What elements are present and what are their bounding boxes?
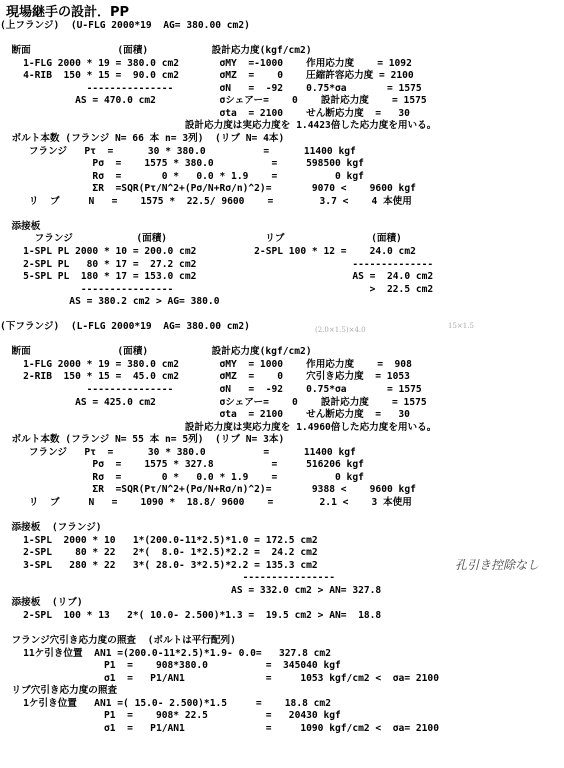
calc-line: フランジ穴引き応力度の照査 (ボルトは平行配列) xyxy=(0,635,236,646)
calc-line: Rσ = 0 * 0.0 * 1.9 = 0 kgf xyxy=(0,471,364,483)
calc-line: 添接板 xyxy=(0,220,41,232)
calc-line: 設計応力度は実応力度を 1.4423倍した応力度を用いる。 xyxy=(0,120,437,132)
calc-line: ボルト本数 (フランジ N= 55 本 n= 5列) (リブ N= 3本) xyxy=(0,434,285,446)
calc-line: 1-SPL PL 2000 * 10 = 200.0 cm2 2-SPL 100 * 12 = 24.0 cm2 xyxy=(0,245,416,257)
calc-line: --------------- σN = -92 0.75*σa = 1575 xyxy=(0,82,422,94)
calc-line: 断面 (面積) 設計応力度(kgf/cm2) xyxy=(0,45,312,57)
calc-line: AS = 470.0 cm2 σシェアー= 0 設計応力度 = 1575 xyxy=(0,95,427,107)
faint-pencil-mark: (2.0×1.5)×4.0 xyxy=(315,326,366,334)
calc-line: ΣR =SQR(Pτ/N^2+(Pσ/N+Rσ/n)^2)= 9388 < 9600 kgf xyxy=(0,484,416,496)
calc-line: Pσ = 1575 * 380.0 = 598500 kgf xyxy=(0,158,364,170)
calc-line: 11ケ引き位置 AN1 =(200.0-11*2.5)*1.9- 0.0= 327.8 cm2 xyxy=(0,647,331,659)
calc-line: 2-SPL 100 * 13 2*( 10.0- 2.500)*1.3 = 19.5 cm2 > AN= 18.8 xyxy=(0,609,382,621)
calc-line: σta = 2100 せん断応力度 = 30 xyxy=(0,409,410,421)
calc-line: 添接板 (リブ) xyxy=(0,597,83,609)
calc-line: フランジ Pτ = 30 * 380.0 = 11400 kgf xyxy=(0,446,356,458)
calc-line: 5-SPL PL 180 * 17 = 153.0 cm2 AS = 24.0 cm2 xyxy=(0,271,434,282)
calc-line: ボルト本数 (フランジ N= 66 本 n= 3列) (リブ N= 4本) xyxy=(0,132,285,144)
calc-line: 2-SPL PL 80 * 17 = 27.2 cm2 -------------- xyxy=(0,258,434,270)
calc-line: 3-SPL 280 * 22 3*( 28.0- 3*2.5)*2.2 = 135.3 cm2 xyxy=(0,559,318,571)
calc-line: σta = 2100 せん断応力度 = 30 xyxy=(0,107,410,119)
calc-line: 4-RIB 150 * 15 = 90.0 cm2 σMZ = 0 圧縮許容応力度 = 2100 xyxy=(0,70,414,82)
calc-line: リ ブ N = 1090 * 18.8/ 9600 = 2.1 < 3 本使用 xyxy=(0,496,412,508)
calc-line: σ1 = P1/AN1 = 1053 kgf/cm2 < σa= 2100 xyxy=(0,672,439,684)
calc-line: AS = 425.0 cm2 σシェアー= 0 設計応力度 = 1575 xyxy=(0,396,427,408)
calc-line: 1-SPL 2000 * 10 1*(200.0-11*2.5)*1.0 = 172.5 cm2 xyxy=(0,534,318,546)
calc-line: (下フランジ) (L-FLG 2000*19 AG= 380.00 cm2) xyxy=(0,321,250,333)
calc-line: ---------------- xyxy=(0,572,336,584)
calc-line: ΣR =SQR(Pτ/N^2+(Pσ/N+Rσ/n)^2)= 9070 < 9600 kgf xyxy=(0,183,416,195)
calc-line: フランジ Pτ = 30 * 380.0 = 11400 kgf xyxy=(0,145,356,157)
calc-line: Pσ = 1575 * 327.8 = 516206 kgf xyxy=(0,459,364,471)
calc-line: 1-FLG 2000 * 19 = 380.0 cm2 σMY =-1000 作用応力度 = 1092 xyxy=(0,57,412,69)
calc-line: P1 = 908*380.0 = 345040 kgf xyxy=(0,660,341,672)
calc-line: リブ穴引き応力度の照査 xyxy=(0,685,118,697)
calc-line: 2-SPL 80 * 22 2*( 8.0- 1*2.5)*2.2 = 24.2 cm2 xyxy=(0,547,318,559)
calc-line: 添接板 (フランジ) xyxy=(0,522,102,533)
calc-line: AS = 332.0 cm2 > AN= 327.8 xyxy=(0,584,382,596)
calc-line: --------------- σN = -92 0.75*σa = 1575 xyxy=(0,384,422,395)
calc-line: AS = 380.2 cm2 > AG= 380.0 xyxy=(0,296,220,308)
calc-line: 1-FLG 2000 * 19 = 380.0 cm2 σMY = 1000 作用応力度 = 908 xyxy=(0,358,412,370)
calc-line: フランジ (面積) リブ (面積) xyxy=(0,233,402,245)
calc-line: ---------------- > 22.5 cm2 xyxy=(0,283,434,295)
calc-line: σ1 = P1/AN1 = 1090 kgf/cm2 < σa= 2100 xyxy=(0,722,439,734)
document-title: 現場継手の設計．PP xyxy=(6,5,130,20)
calc-line: 1ケ引き位置 AN1 =( 15.0- 2.500)*1.5 = 18.8 cm2 xyxy=(0,697,331,709)
handwritten-note: 孔引き控除なし xyxy=(455,558,540,572)
calc-line: (上フランジ) (U-FLG 2000*19 AG= 380.00 cm2) xyxy=(0,20,250,31)
calc-line: 断面 (面積) 設計応力度(kgf/cm2) xyxy=(0,346,312,358)
calc-line: リ ブ N = 1575 * 22.5/ 9600 = 3.7 < 4 本使用 xyxy=(0,195,412,207)
calc-line: 設計応力度は実応力度を 1.4960倍した応力度を用いる。 xyxy=(0,421,437,433)
calc-line: Rσ = 0 * 0.0 * 1.9 = 0 kgf xyxy=(0,170,364,182)
faint-pencil-mark: 15×1.5 xyxy=(448,322,474,330)
calc-line: P1 = 908* 22.5 = 20430 kgf xyxy=(0,710,341,722)
calc-line: 2-RIB 150 * 15 = 45.0 cm2 σMZ = 0 穴引き応力度 = 1053 xyxy=(0,371,410,383)
